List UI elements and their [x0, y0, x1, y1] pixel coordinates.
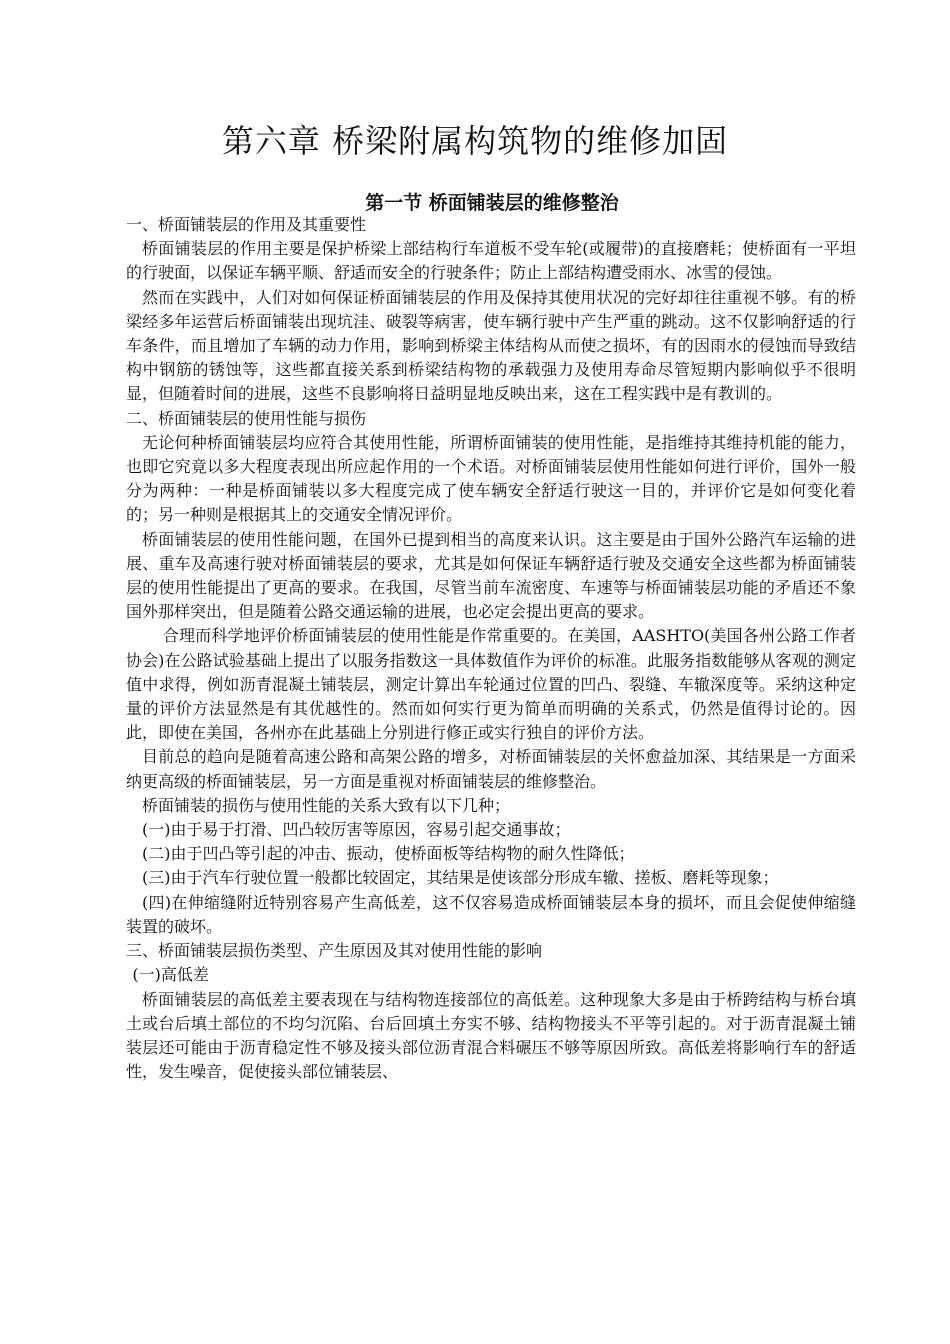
subheading-1: (一)高低差: [132, 965, 209, 985]
list-item-1: (一)由于易于打滑、凹凸较厉害等原因，容易引起交通事故；: [142, 820, 571, 840]
heading-2: 二、桥面铺装层的使用性能与损伤: [126, 408, 367, 428]
paragraph-7: 桥面铺装的损伤与使用性能的关系大致有以下几种；: [142, 795, 511, 815]
paragraph-6: 目前总的趋向是随着高速公路和高架公路的增多，对桥面铺装层的关怀愈益加深、其结果是一方面采纳更高级的桥面铺装层，另一方面是重视对桥面铺装层的维修整治。: [126, 747, 856, 791]
paragraph-8: 桥面铺装层的高低差主要表现在与结构物连接部位的高低差。这种现象大多是由于桥跨结构与桥台填土或台后填土部位的不均匀沉陷、台后回填土夯实不够、结构物接头不平等引起的。对于沥青混凝土铺装层还可能由于沥青稳定性不够及接头部位沥青混合料碾压不够等原因所致。高低差将影响行车的舒适性，发生噪音，促使接头部位铺装层、: [126, 989, 856, 1082]
paragraph-2: 然而在实践中，人们对如何保证桥面铺装层的作用及保持其使用状况的完好却往往重视不够。有的桥梁经多年运营后桥面铺装出现坑洼、破裂等病害，使车辆行驶中产生严重的跳动。这不仅影响舒适的行车条件，而且增加了车辆的动力作用，影响到桥梁主体结构从而使之损坏，有的因雨水的侵蚀而导致结构中钢筋的锈蚀等，这些都直接关系到桥梁结构物的承载强力及使用寿命尽管短期内影响似乎不很明显，但随着时间的进展，这些不良影响将日益明显地反映出来，这在工程实践中是有教训的。: [126, 287, 856, 404]
section-title: 第一节 桥面铺装层的维修整治: [365, 192, 619, 214]
list-item-3: (三)由于汽车行驶位置一般都比较固定，其结果是使该部分形成车辙、搓板、磨耗等现象；: [142, 868, 779, 888]
list-item-4: (四)在伸缩缝附近特别容易产生高低差，这不仅容易造成桥面铺装层本身的损坏，而且会促使伸缩缝装置的破坏。: [126, 892, 856, 936]
list-item-2: (二)由于凹凸等引起的冲击、振动，使桥面板等结构物的耐久性降低；: [142, 844, 635, 864]
paragraph-1: 桥面铺装层的作用主要是保护桥梁上部结构行车道板不受车轮(或履带)的直接磨耗；使桥面有一平坦的行驶面，以保证车辆平顺、舒适而安全的行驶条件；防止上部结构遭受雨水、冰雪的侵蚀。: [126, 239, 856, 283]
heading-3: 三、桥面铺装层损伤类型、产生原因及其对使用性能的影响: [126, 941, 543, 961]
heading-1: 一、桥面铺装层的作用及其重要性: [126, 215, 367, 234]
paragraph-3: 无论何种桥面铺装层均应符合其使用性能，所谓桥面铺装的使用性能，是指维持其维持机能的能力，也即它究竟以多大程度表现出所应起作用的一个术语。对桥面铺装层使用性能如何进行评价，国外一般分为两种：一种是桥面铺装以多大程度完成了使车辆安全舒适行驶这一目的，并评价它是如何变化着的；另一种则是根据其上的交通安全情况评价。: [126, 432, 856, 525]
paragraph-5: 合理而科学地评价桥面铺装层的使用性能是作常重要的。在美国，AASHTO(美国各州公路工作者协会)在公路试验基础上提出了以服务指数这一具体数值作为评价的标准。此服务指数能够从客观的测定值中求得，例如沥青混凝土铺装层，测定计算出车轮通过位置的凹凸、裂缝、车辙深度等。采纳这种定量的评价方法显然是有其优越性的。然而如何实行更为简单而明确的关系式，仍然是值得讨论的。因此，即使在美国，各州亦在此基础上分别进行修正或实行独自的评价方法。: [126, 626, 856, 743]
body-text: [126, 213, 856, 1084]
chapter-title: 第六章 桥梁附属构筑物的维修加固: [221, 122, 729, 160]
paragraph-4: 桥面铺装层的使用性能问题，在国外已提到相当的高度来认识。这主要是由于国外公路汽车运输的进展、重车及高速行驶对桥面铺装层的要求，尤其是如何保证车辆舒适行驶及交通安全这些都为桥面铺装层的使用性能提出了更高的要求。在我国，尽管当前车流密度、车速等与桥面铺装层功能的矛盾还不象国外那样突出，但是随着公路交通运输的进展，也必定会提出更高的要求。: [126, 529, 856, 622]
